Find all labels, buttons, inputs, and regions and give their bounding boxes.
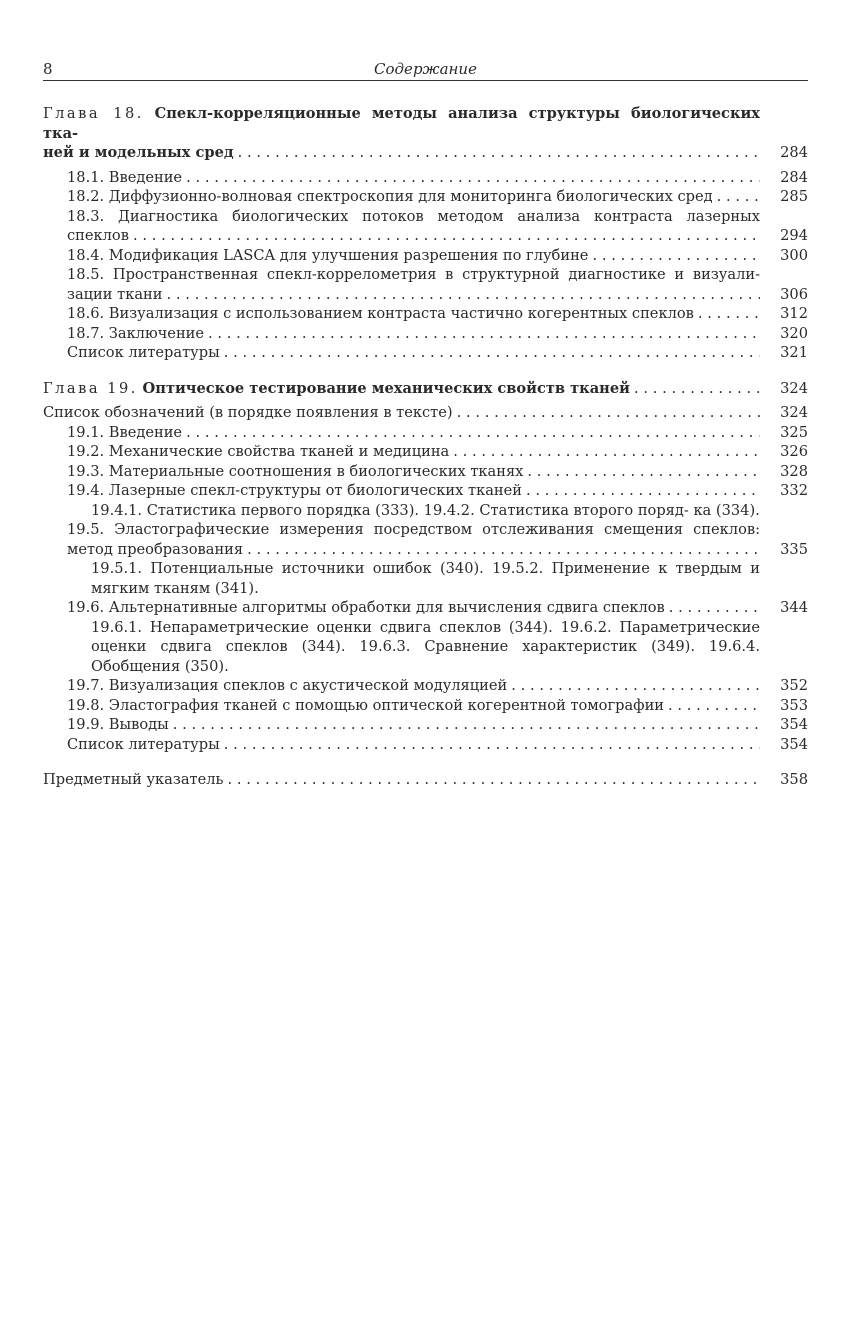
entry-title: Предметный указатель: [43, 771, 224, 788]
page-ref: 321: [780, 344, 808, 361]
entry-title: Список литературы: [67, 735, 220, 753]
header-title: Содержание: [374, 60, 477, 78]
chapter-label: Глава 19.: [43, 379, 138, 397]
page-ref: 325: [780, 423, 808, 441]
entry-title-line2: спеклов: [67, 227, 129, 244]
entry-title: 18.4. Модификация LASCA для улучшения разрешения по глубине: [67, 246, 589, 264]
page-ref: 320: [780, 324, 808, 342]
entry-title: 19.8. Эластография тканей с помощью оптической когерентной томографии: [67, 696, 665, 714]
toc-entry-19-7[interactable]: [43, 676, 808, 696]
page-ref: 335: [780, 540, 808, 558]
chapter-19-entry[interactable]: [43, 379, 808, 399]
toc-entry-19-6[interactable]: [43, 598, 808, 618]
running-header: [43, 58, 808, 81]
entry-title: 19.4. Лазерные спекл-структуры от биологических тканей: [67, 482, 523, 499]
toc-subentries-19-4[interactable]: 19.4.1. Статистика первого порядка (333). 19.4.2. Статистика второго поряд- ка (334).: [91, 501, 760, 519]
toc-subentries-19-6[interactable]: 19.6.1. Непараметрические оценки сдвига спеклов (344). 19.6.2. Параметрические оценки сдвига спеклов (344). 19.6.3. Сравнение характеристик (349). 19.6.4. Обобщения (350).: [91, 618, 760, 675]
toc-entry-19-4[interactable]: [43, 481, 808, 501]
entry-title-line2: метод преобразования: [67, 540, 244, 558]
toc-entry-18-2[interactable]: [43, 187, 808, 207]
page-ref: 344: [780, 599, 808, 616]
toc-entry-19-2[interactable]: [43, 442, 808, 462]
entry-title-line1: 18.3. Диагностика биологических потоков методом анализа контраста лазерных: [67, 207, 760, 225]
entry-title: 19.6. Альтернативные алгоритмы обработки для вычисления сдвига спеклов: [67, 599, 665, 616]
entry-title: 18.6. Визуализация с использованием контраста частично когерентных спеклов: [67, 305, 694, 322]
entry-title-line1: 18.5. Пространственная спекл-коррелометрия в структурной диагностике и визуали-: [67, 266, 760, 283]
entry-title: 19.2. Механические свойства тканей и медицина: [67, 443, 450, 460]
page-ref: 312: [780, 305, 808, 322]
page-ref: 294: [780, 227, 808, 244]
toc-entry-18-1[interactable]: [43, 168, 808, 188]
page-ref: 353: [780, 696, 808, 714]
toc-entry-19-references[interactable]: [43, 735, 808, 755]
toc-entry-18-3[interactable]: [43, 207, 808, 246]
entry-title: Список обозначений (в порядке появления в тексте): [43, 404, 453, 421]
chapter-label: Глава 18.: [43, 105, 144, 122]
toc-entry-19-3[interactable]: [43, 462, 808, 482]
toc-entry-19-5[interactable]: [43, 520, 808, 559]
toc-entry-18-7[interactable]: [43, 324, 808, 344]
toc-subentries-19-5[interactable]: 19.5.1. Потенциальные источники ошибок (340). 19.5.2. Применение к твердым и мягким тканям (341).: [91, 560, 760, 597]
entry-title-line1: 19.5. Эластографические измерения посредством отслеживания смещения спеклов:: [67, 521, 760, 538]
page-ref: 306: [780, 285, 808, 303]
page-ref: 284: [780, 144, 808, 161]
toc-entry-18-5[interactable]: [43, 265, 808, 304]
page-ref: 284: [780, 168, 808, 186]
chapter-title-line2: ней и модельных сред: [43, 144, 234, 161]
page-ref: 326: [780, 443, 808, 460]
entry-title: 18.1. Введение: [67, 168, 183, 186]
entry-title: 18.2. Диффузионно-волновая спектроскопия для мониторинга биологических сред: [67, 188, 713, 205]
page-ref: 358: [780, 771, 808, 788]
toc-entry-19-1[interactable]: [43, 423, 808, 443]
page-ref: 324: [780, 379, 808, 397]
page-ref: 354: [780, 716, 808, 733]
entry-title: 19.9. Выводы: [67, 716, 169, 733]
entry-title: 19.1. Введение: [67, 423, 183, 441]
toc-entry-subject-index[interactable]: [43, 770, 808, 790]
entry-title: 19.7. Визуализация спеклов с акустической модуляцией: [67, 677, 508, 694]
chapter-title: Оптическое тестирование механических свойств тканей: [142, 379, 630, 397]
page-ref: 285: [780, 188, 808, 205]
page-ref: 332: [780, 482, 808, 499]
toc-entry-18-6[interactable]: [43, 304, 808, 324]
table-of-contents: [43, 104, 808, 790]
page-ref: 324: [780, 404, 808, 421]
toc-entry-19-8[interactable]: [43, 696, 808, 716]
toc-entry-19-9[interactable]: [43, 715, 808, 735]
page-ref: 352: [780, 677, 808, 694]
toc-entry-18-4[interactable]: [43, 246, 808, 266]
entry-title: Список литературы: [67, 344, 220, 361]
page-ref: 354: [780, 735, 808, 753]
toc-entry-notation[interactable]: [43, 403, 808, 423]
entry-title: 19.3. Материальные соотношения в биологических тканях: [67, 462, 524, 480]
page-ref: 300: [780, 246, 808, 264]
page-number: 8: [43, 60, 53, 78]
page-ref: 328: [780, 462, 808, 480]
toc-entry-18-references[interactable]: [43, 343, 808, 363]
page: [43, 58, 808, 81]
chapter-18-entry[interactable]: [43, 104, 808, 163]
chapter-title-line1: Спекл-корреляционные методы анализа структуры биологических тка-: [43, 105, 761, 142]
entry-title-line2: зации ткани: [67, 285, 163, 303]
entry-title: 18.7. Заключение: [67, 324, 205, 342]
